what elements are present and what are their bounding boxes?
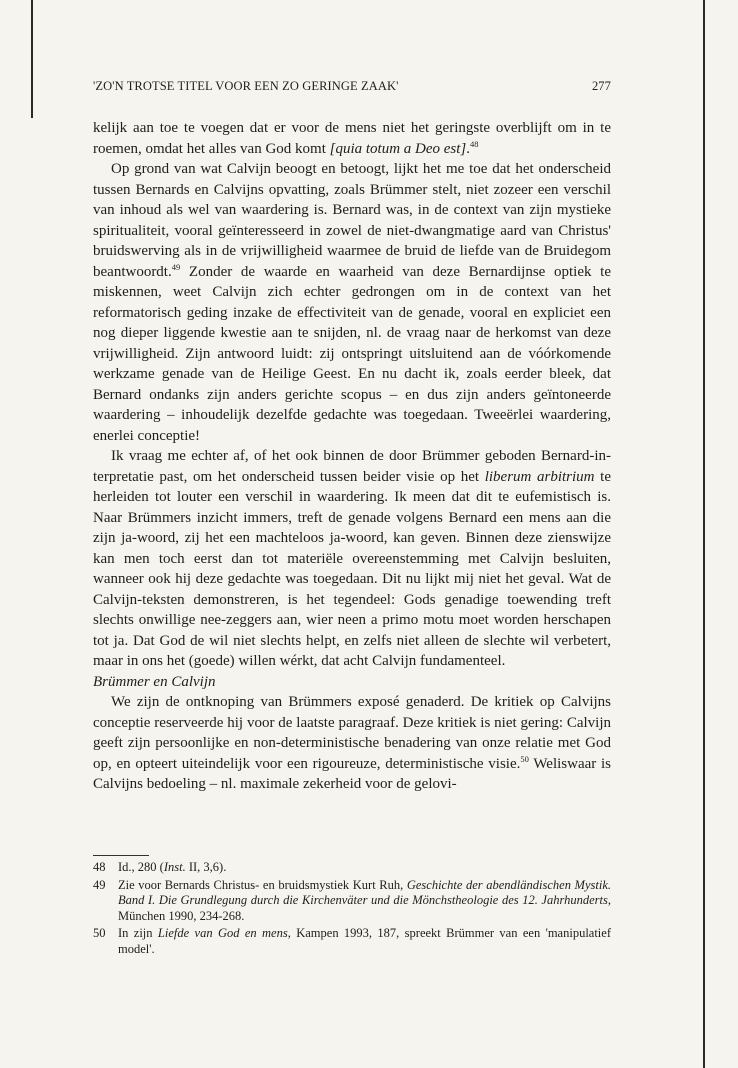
footnote-number: 48 [93, 860, 106, 874]
footnote-ref-49: 49 [171, 261, 181, 272]
running-head-title: 'ZO'N TROTSE TITEL VOOR EEN ZO GERINGE ZAAK' [93, 79, 399, 93]
liberum-arbitrium: liberum arbitrium [484, 468, 595, 485]
footnote-rule [93, 855, 149, 856]
footnote-ref-48: 48 [470, 138, 479, 149]
footnote-text: , München 1990, 234-268. [118, 893, 611, 923]
footnote-italic: Inst. [163, 860, 186, 874]
paragraph-4-text-b: Weliswaar is Calvijns bedoeling – nl. maximale zekerheid voor de gelovi- [93, 755, 611, 792]
paragraph-1 [93, 118, 611, 159]
page-edge-right [703, 0, 705, 1068]
paragraph-1-end: . [466, 140, 471, 157]
footnote-number: 49 [93, 877, 106, 892]
footnote-text: In zijn [118, 926, 158, 940]
body-text [93, 118, 611, 795]
page-edge-left [31, 0, 33, 118]
footnote-50 [93, 926, 611, 957]
paragraph-3-text-a: Ik vraag me echter af, of het ook binnen de door Brümmer geboden Bernard-interpretatie past, om het onderscheid tussen beider visie op het [93, 448, 611, 485]
paragraph-3-text-c: te herleiden tot louter een verschil in waardering. Ik meen dat dit te eufemistisch is. Naar Brümmers inzicht immers, treft de genade volgens Bernard een mens aan die zijn ja-woord, zij het een machteloos ja-woord, kan geven. Binnen deze zienswijze kan men toch eerst dan tot materiële overeenstemming met Calvijn besluiten, wanneer ook hij deze gedachte was toegedaan. Dit nu lijkt mij niet het geval. Wat de Calvijn-teksten demonstreren, is het tegendeel: Gods genadige toewending treft slechts onwillige nee-zeggers aan, wier neen a primo motu moet worden herschapen tot ja. Dat God de wil niet slechts helpt, en zelfs niet alleen de slechte wil verbetert, maar in ons het (goede) willen wérkt, dat acht Calvijn fundamenteel. [93, 468, 611, 669]
footnote-text: , Kampen 1993, 187, spreekt Brümmer van een 'manipulatief model'. [118, 926, 611, 956]
footnote-ref-50: 50 [520, 753, 529, 764]
paragraph-2-text-a: Op grond van wat Calvijn beoogt en betoogt, lijkt het me toe dat het onderscheid tussen Bernards en Calvijns opvatting, zoals Brümmer stelt, niet zozeer een verschil van inhoud als wel van waardering is. Bernard was, in de context van zijn mystieke spiritualiteit, vooral geïnteresseerd in zowel de niet-dwangmatige aard van Christus' bruidswerving als in de vrijwilligheid waarmee de bruid de liefde van de Bruidegom beantwoordt. [93, 161, 611, 280]
footnote-number: 50 [93, 926, 106, 940]
footnote-text: Id., 280 ( [118, 860, 164, 874]
paragraph-2 [93, 159, 611, 446]
footnote-italic: Liefde van God en mens [157, 926, 288, 940]
footnote-49 [93, 878, 611, 925]
footnote-text: Zie voor Bernards Christus- en bruidsmystiek Kurt Ruh, [118, 877, 407, 892]
footnotes [93, 860, 611, 959]
paragraph-4 [93, 692, 611, 795]
page-number: 277 [591, 79, 611, 93]
footnote-48 [93, 860, 611, 876]
paragraph-3 [93, 446, 611, 672]
paragraph-2-text-b: Zonder de waarde en waarheid van deze Bernardijnse optiek te miskennen, weet Calvijn zich echter gedrongen om in de context van het reformatorisch geding inzake de effectiviteit van de genade, vooral en expliciet een nog dieper liggende kwestie aan te snijden, nl. de vraag naar de herkomst van deze vrijwilligheid. Zijn antwoord luidt: zij ontspringt uitsluitend aan de vóórkomende werkzame genade van de Heilige Geest. En nu dacht ik, zoals eerder bleek, dat Bernard ondanks zijn anders gerichte scopus – en dus zijn anders geïntoneerde waardering – inhoudelijk dezelfde gedachte was toegedaan. Tweeërlei waardering, enerlei conceptie! [93, 263, 611, 444]
paragraph-1-text: kelijk aan toe te voegen dat er voor de mens niet het geringste overblijft om in te roemen, omdat het alles van God komt [93, 120, 611, 157]
footnote-italic: Geschichte der abendländischen Mystik. Band I. Die Grundlegung durch die Kirchenväter und die Mönchstheologie des 12. Jahrhunderts [118, 877, 611, 907]
latin-quote: [quia totum a Deo est] [329, 140, 467, 157]
footnote-text: II, 3,6). [185, 860, 227, 874]
paragraph-4-text-a: We zijn de ontknoping van Brümmers exposé genaderd. De kritiek op Calvijns conceptie reserveerde hij voor de laatste paragraaf. Deze kritiek is niet gering: Calvijn geeft zijn persoonlijke en non-deterministische benadering van onze relatie met God op, en opteert uiteindelijk voor een rigoureuze, deterministische visie. [93, 694, 611, 772]
section-heading: Brümmer en Calvijn [93, 673, 216, 690]
